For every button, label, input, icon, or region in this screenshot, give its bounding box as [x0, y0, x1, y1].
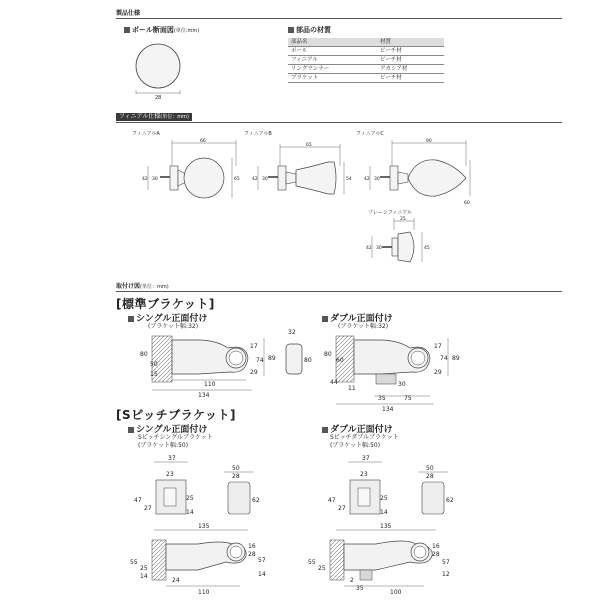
dim-label: 54 — [346, 177, 352, 182]
dim-label: 42 — [366, 246, 372, 251]
dim-label: 25 — [318, 565, 326, 572]
dim-label: 89 — [268, 355, 276, 362]
section-spec-title: 製品仕様 — [116, 10, 141, 17]
dim-label: 25 — [186, 495, 194, 502]
s-pitch-bracket-title: [Sピッチブラケット] — [116, 408, 237, 422]
s-single-side-drawing — [128, 522, 278, 596]
std-double-title: ダブル正面付け — [330, 314, 393, 324]
std-double-note: (ブラケット幅:32) — [338, 323, 389, 330]
divider — [116, 291, 562, 292]
finial-a-drawing — [124, 138, 244, 210]
dim-label: 14 — [186, 509, 194, 516]
s-double-front-drawing — [322, 454, 462, 522]
dim-label: 29 — [434, 369, 442, 376]
square-bullet-icon — [322, 316, 328, 322]
dim-label: 100 — [390, 589, 402, 596]
divider — [116, 122, 562, 123]
dim-label: 42 — [364, 177, 370, 182]
dim-label: 42 — [252, 177, 258, 182]
dim-label: 25 — [380, 495, 388, 502]
square-bullet-icon — [322, 427, 328, 433]
dim-label: 50 — [232, 465, 240, 472]
dim-label: 25 — [140, 565, 148, 572]
dim-label: 47 — [134, 497, 142, 504]
dim-label: 24 — [172, 577, 180, 584]
dim-label: 37 — [168, 455, 176, 462]
dim-label: 90 — [426, 139, 432, 144]
s-double-title: ダブル正面付け — [330, 425, 393, 435]
dim-label: 80 — [324, 351, 332, 358]
dim-label: 32 — [288, 329, 296, 336]
dim-label: 60 — [464, 201, 470, 206]
dim-label: 62 — [446, 497, 454, 504]
dim-label: 16 — [432, 543, 440, 550]
dim-label: 66 — [200, 139, 206, 144]
finial-b-label: フィニアルB — [244, 131, 272, 137]
square-bullet-icon — [124, 27, 130, 33]
square-bullet-icon — [288, 27, 294, 33]
square-bullet-icon — [128, 316, 134, 322]
dim-label: 37 — [362, 455, 370, 462]
dim-label: 28 — [426, 473, 434, 480]
finial-spec-unit: (単位：mm) — [160, 114, 189, 120]
dim-label: 62 — [252, 497, 260, 504]
dim-label: 135 — [380, 523, 392, 530]
materials-heading — [288, 26, 331, 34]
pole-diameter-label: 28 — [155, 95, 162, 100]
dim-label: 16 — [248, 543, 256, 550]
dim-label: 110 — [198, 589, 210, 596]
s-double-side-drawing — [306, 522, 456, 596]
dim-label: 57 — [442, 559, 450, 566]
dim-label: 57 — [258, 557, 266, 564]
dim-label: 17 — [250, 343, 258, 350]
s-single-note: (ブラケット幅:50) — [138, 442, 189, 449]
dim-label: 30 — [262, 177, 268, 182]
standard-bracket-title: [標準ブラケット] — [116, 297, 215, 311]
finial-spec-title: フィニアル仕様 — [119, 113, 161, 120]
s-double-sub: Sピッチダブルブラケット — [330, 434, 399, 441]
dim-label: 50 — [150, 361, 158, 368]
table-row: フィニアル ビーチ材 — [288, 56, 444, 65]
divider — [116, 18, 562, 19]
s-single-title: シングル正面付け — [136, 425, 208, 435]
table-header-material: 材質 — [377, 38, 444, 47]
dim-label: 2 — [350, 577, 354, 584]
dim-label: 15 — [150, 371, 158, 378]
materials-table — [288, 38, 444, 83]
mount-section-title: 取付け図 — [116, 283, 141, 290]
dim-label: 44 — [330, 379, 338, 386]
dim-label: 75 — [404, 395, 412, 402]
finial-a-label: フィニアルA — [132, 131, 160, 137]
dim-label: 28 — [232, 473, 240, 480]
dim-label: 17 — [434, 343, 442, 350]
dim-label: 135 — [198, 523, 210, 530]
dim-label: 80 — [140, 351, 148, 358]
dim-label: 74 — [440, 355, 448, 362]
dim-label: 65 — [234, 177, 240, 182]
mount-section-unit: (単位：mm) — [140, 284, 169, 290]
dim-label: 23 — [166, 471, 174, 478]
dim-label: 35 — [356, 585, 364, 592]
dim-label: 25 — [400, 217, 406, 222]
dim-label: 35 — [378, 395, 386, 402]
pole-section-heading — [124, 26, 199, 34]
mount-section-heading — [116, 283, 169, 290]
dim-label: 11 — [348, 385, 356, 392]
pole-section-drawing — [128, 38, 208, 100]
dim-label: 29 — [250, 369, 258, 376]
dim-label: 89 — [452, 355, 460, 362]
dim-label: 28 — [248, 551, 256, 558]
dim-label: 74 — [256, 357, 264, 364]
dim-label: 14 — [258, 571, 266, 578]
dim-label: 134 — [198, 392, 210, 399]
square-bullet-icon — [128, 427, 134, 433]
dim-label: 27 — [338, 505, 346, 512]
pole-section-unit: (単位:mm) — [173, 28, 200, 34]
dim-label: 134 — [382, 406, 394, 412]
finial-c-drawing — [356, 138, 476, 210]
dim-label: 27 — [144, 505, 152, 512]
dim-label: 60 — [336, 357, 344, 364]
plain-finial-label: プレーンフィニアル — [368, 210, 413, 216]
dim-label: 47 — [328, 497, 336, 504]
dim-label: 65 — [306, 143, 312, 148]
materials-title: 部品の材質 — [296, 26, 331, 34]
dim-label: 30 — [398, 381, 406, 388]
dim-label: 30 — [374, 177, 380, 182]
finial-c-label: フィニアルC — [356, 131, 384, 137]
finial-b-drawing — [244, 138, 354, 210]
pole-section-title: ポール断面図 — [132, 26, 174, 34]
dim-label: 14 — [380, 509, 388, 516]
dim-label: 80 — [304, 357, 312, 364]
dim-label: 23 — [360, 471, 368, 478]
table-header-part: 部品名 — [288, 38, 377, 47]
dim-label: 28 — [432, 551, 440, 558]
plain-finial-drawing — [364, 216, 434, 272]
dim-label: 42 — [142, 177, 148, 182]
std-single-drawing — [138, 326, 318, 400]
dim-label: 12 — [442, 571, 450, 578]
dim-label: 45 — [424, 246, 430, 251]
dim-label: 110 — [204, 381, 216, 388]
s-single-front-drawing — [128, 454, 268, 522]
dim-label: 14 — [140, 573, 148, 580]
dim-label: 55 — [130, 559, 138, 566]
std-double-drawing — [322, 326, 472, 412]
pole-circle — [136, 44, 180, 88]
dim-label: 55 — [308, 559, 316, 566]
s-single-sub: Sピッチシングルブラケット — [138, 434, 213, 441]
table-row: リングランナー アカシア材 — [288, 65, 444, 74]
table-row: ポール ビーチ材 — [288, 47, 444, 56]
dim-label: 50 — [426, 465, 434, 472]
dim-label: 30 — [152, 177, 158, 182]
dim-label: 30 — [376, 246, 382, 251]
s-double-note: (ブラケット幅:50) — [330, 442, 381, 449]
table-row: ブラケット ビーチ材 — [288, 74, 444, 83]
std-single-title: シングル正面付け — [136, 314, 208, 324]
std-single-note: (ブラケット幅:32) — [148, 323, 199, 330]
finial-spec-bar — [116, 113, 192, 121]
